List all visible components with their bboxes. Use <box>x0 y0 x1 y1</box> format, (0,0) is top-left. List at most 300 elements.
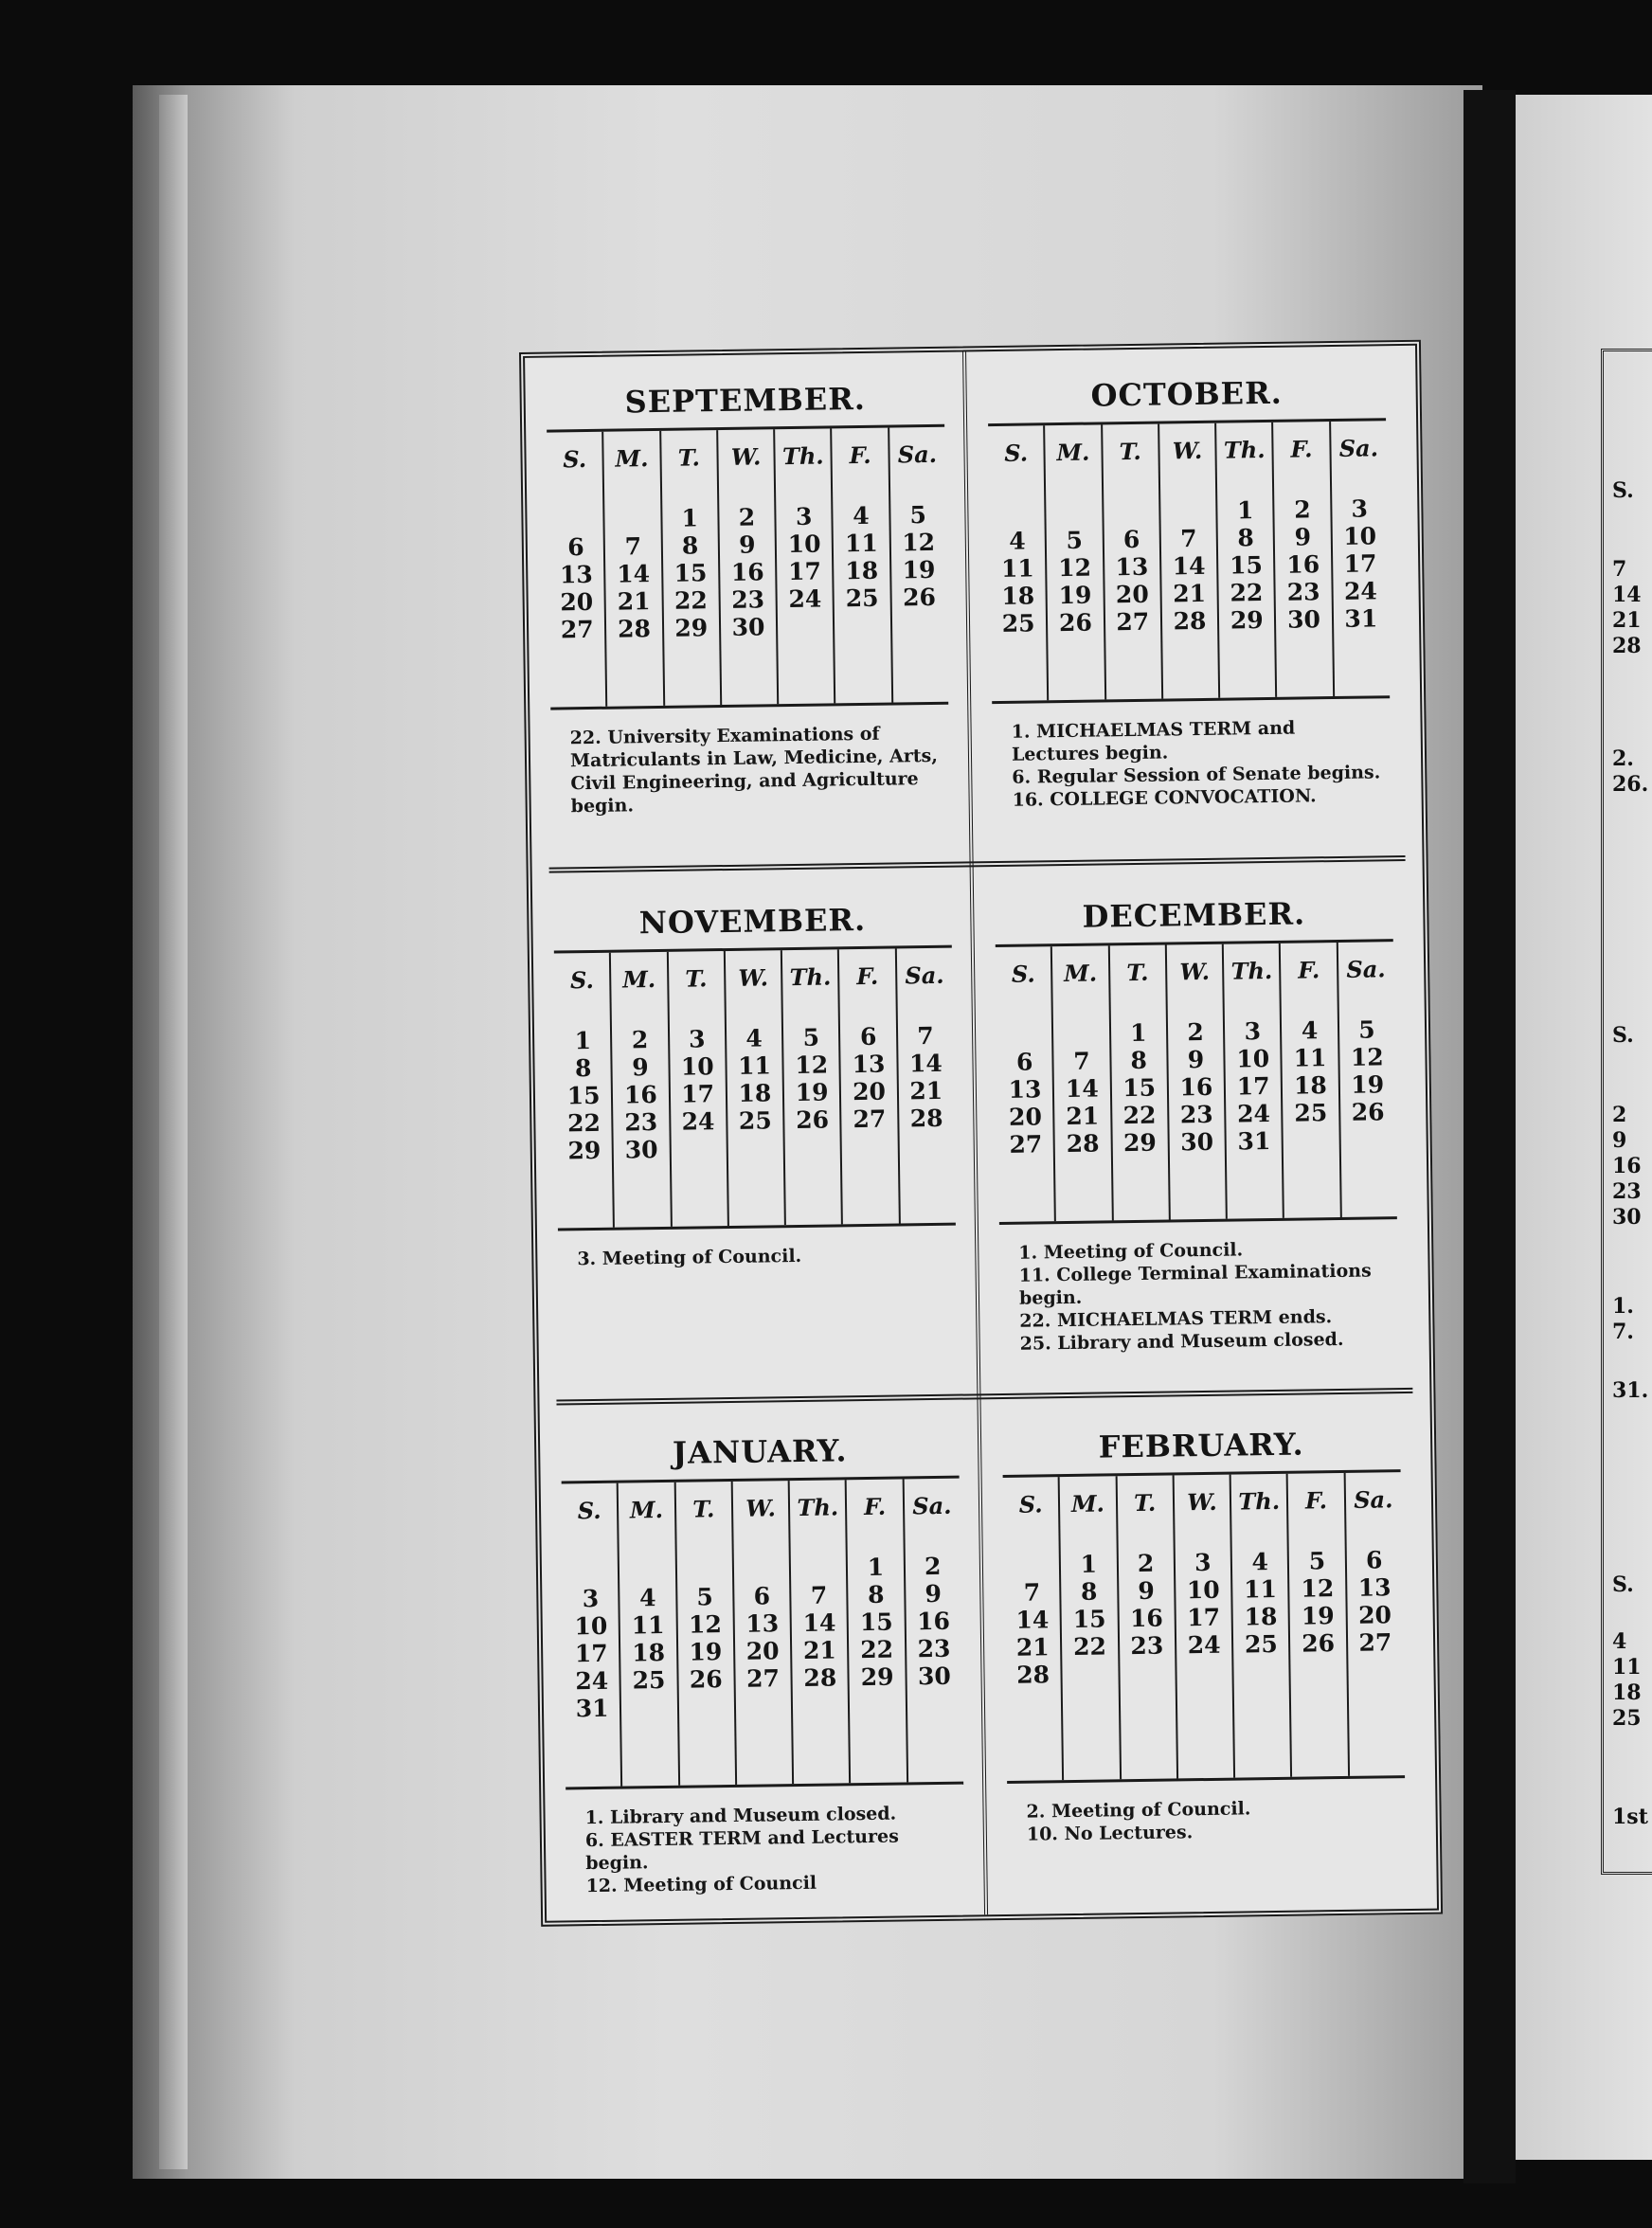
day-number: 30 <box>917 1662 951 1691</box>
day-number: 28 <box>909 1104 943 1133</box>
day-number: 3 <box>1244 1017 1262 1046</box>
day-number: 14 <box>802 1608 836 1637</box>
day-number: 18 <box>1293 1071 1328 1100</box>
day-number: 10 <box>1186 1575 1220 1605</box>
day-number: 9 <box>925 1579 943 1608</box>
right-page-fragment-text: 2 <box>1612 1103 1627 1127</box>
weekday-column <box>554 953 613 1229</box>
right-page-fragment-text: 23 <box>1612 1179 1642 1204</box>
day-number: 5 <box>1308 1547 1326 1575</box>
day-number <box>997 1020 1052 1049</box>
weekday-column <box>895 948 956 1224</box>
calendar-frame <box>519 340 1443 1927</box>
day-number <box>850 1690 906 1718</box>
day-number: 9 <box>1138 1576 1155 1606</box>
day-number: 8 <box>1130 1046 1148 1075</box>
weekday-header: W. <box>1172 436 1203 465</box>
day-number: 4 <box>853 501 870 530</box>
weekday-column <box>788 1480 850 1784</box>
day-number: 4 <box>1009 527 1026 555</box>
month-notes <box>997 1778 1415 1846</box>
note-entry: 1. MICHAELMAS TERM and Lectures begin. <box>1011 717 1296 765</box>
day-number: 11 <box>1293 1044 1327 1072</box>
note-entry: 16. COLLEGE CONVOCATION. <box>1012 785 1317 811</box>
day-number: 3 <box>582 1584 600 1613</box>
day-number: 10 <box>787 530 821 559</box>
day-number: 2 <box>738 503 756 531</box>
month-notes <box>541 705 960 818</box>
day-number: 25 <box>1294 1099 1328 1127</box>
month-title: SEPTEMBER. <box>624 380 867 421</box>
day-number: 22 <box>566 1108 602 1138</box>
day-number <box>605 505 661 533</box>
day-number: 4 <box>745 1024 763 1052</box>
day-number <box>1104 498 1159 527</box>
day-number: 12 <box>1350 1043 1384 1071</box>
day-number: 3 <box>1194 1548 1212 1577</box>
weekday-header: F. <box>1304 1486 1328 1515</box>
day-number: 13 <box>1008 1075 1042 1104</box>
day-number <box>1160 497 1216 526</box>
month-september <box>536 371 959 818</box>
day-number: 25 <box>738 1106 772 1135</box>
month-title: DECEMBER. <box>1082 895 1306 935</box>
day-number: 24 <box>1187 1630 1221 1660</box>
day-number: 22 <box>673 586 708 615</box>
day-number: 27 <box>1358 1628 1392 1657</box>
weekday-header: Th. <box>789 962 832 992</box>
weekday-column <box>716 429 777 705</box>
right-page-fragment-text: 31. <box>1612 1378 1649 1403</box>
day-number: 13 <box>1115 552 1149 582</box>
weekday-column <box>1101 424 1161 700</box>
weekday-column <box>1329 421 1390 696</box>
day-number: 6 <box>1122 525 1140 554</box>
month-december <box>985 886 1409 1356</box>
day-number: 25 <box>845 584 879 613</box>
right-page-fragment-text: 16 <box>1612 1154 1642 1178</box>
weekday-column <box>666 951 727 1227</box>
day-number: 27 <box>745 1664 781 1693</box>
weekday-column <box>837 949 898 1225</box>
day-number: 11 <box>737 1051 772 1080</box>
weekday-header: M. <box>615 444 649 473</box>
day-number: 18 <box>845 556 879 585</box>
day-number: 3 <box>795 502 813 530</box>
day-number: 6 <box>1015 1048 1033 1076</box>
day-number: 18 <box>738 1079 772 1107</box>
day-number: 3 <box>1351 494 1369 523</box>
day-number: 21 <box>1015 1633 1050 1662</box>
day-number: 17 <box>787 557 822 586</box>
day-number: 5 <box>696 1583 713 1611</box>
day-number: 2 <box>1187 1017 1204 1047</box>
day-number: 23 <box>1130 1631 1164 1661</box>
day-number: 15 <box>859 1608 893 1637</box>
day-number <box>835 612 890 640</box>
day-number: 15 <box>1072 1605 1106 1633</box>
day-number: 1 <box>1080 1550 1098 1578</box>
day-number: 13 <box>745 1609 780 1638</box>
day-number: 30 <box>624 1136 658 1164</box>
weekday-header: Th. <box>1230 956 1273 985</box>
day-number: 16 <box>1286 550 1320 579</box>
weekday-column <box>659 430 720 706</box>
weekday-header: F. <box>863 1492 887 1521</box>
weekday-column <box>1043 424 1104 700</box>
day-number: 25 <box>632 1665 666 1695</box>
calendar-grid <box>996 939 1397 1225</box>
month-february <box>993 1416 1415 1846</box>
day-number: 29 <box>674 614 709 642</box>
day-number: 17 <box>1236 1072 1270 1101</box>
day-number <box>1047 498 1103 527</box>
weekday-header: M. <box>1070 1489 1105 1518</box>
weekday-column <box>781 949 841 1225</box>
day-number <box>793 1691 849 1719</box>
weekday-header: S. <box>569 965 595 995</box>
day-number: 31 <box>575 1694 609 1723</box>
day-number: 1 <box>867 1553 885 1581</box>
weekday-column <box>988 425 1047 701</box>
day-number: 19 <box>689 1638 723 1666</box>
day-number: 18 <box>1001 582 1035 610</box>
day-number: 24 <box>681 1107 715 1136</box>
day-number: 30 <box>1180 1127 1214 1157</box>
weekday-column <box>1222 943 1283 1219</box>
weekday-header: Sa. <box>912 1491 952 1520</box>
day-number: 29 <box>1230 606 1264 635</box>
weekday-header: S. <box>563 445 587 474</box>
right-page-fragment-text: 21 <box>1612 608 1642 633</box>
month-title: JANUARY. <box>672 1432 848 1471</box>
note-entry: 25. Library and Museum closed. <box>1019 1328 1344 1355</box>
day-number: 14 <box>1065 1074 1099 1104</box>
weekday-column <box>731 1481 793 1785</box>
day-number: 17 <box>574 1639 608 1668</box>
right-page-fragment-text: 4 <box>1612 1629 1627 1654</box>
weekday-header: F. <box>1290 435 1313 463</box>
day-number <box>907 1690 962 1718</box>
day-number: 6 <box>859 1022 877 1051</box>
day-number: 12 <box>902 528 936 557</box>
day-number: 2 <box>924 1552 942 1581</box>
right-page-fragment-text: 18 <box>1612 1680 1642 1705</box>
day-number: 20 <box>852 1077 887 1106</box>
day-number: 24 <box>1236 1100 1271 1128</box>
weekday-column <box>547 432 605 708</box>
day-number: 22 <box>1230 579 1264 607</box>
calendar-grid <box>1003 1469 1406 1784</box>
weekday-header: Th. <box>1223 436 1266 464</box>
weekday-column <box>1165 944 1226 1220</box>
day-number: 6 <box>753 1582 771 1610</box>
day-number <box>678 1693 734 1721</box>
day-number: 21 <box>1066 1102 1100 1131</box>
day-number: 26 <box>1058 608 1093 638</box>
day-number: 23 <box>624 1108 658 1137</box>
day-number: 1 <box>1129 1018 1147 1048</box>
day-number: 24 <box>575 1666 609 1696</box>
row-divider-1 <box>549 855 1406 873</box>
calendar-grid <box>988 418 1390 704</box>
day-number: 29 <box>1122 1128 1158 1158</box>
day-number: 15 <box>673 559 708 587</box>
note-entry: 12. Meeting of Council <box>585 1872 817 1897</box>
day-number: 21 <box>617 587 651 616</box>
month-notes <box>990 1219 1409 1356</box>
day-number <box>1176 1659 1232 1687</box>
day-number: 3 <box>688 1025 706 1053</box>
weekday-column <box>1115 1475 1176 1779</box>
weekday-column <box>1107 945 1168 1221</box>
day-number: 20 <box>1008 1103 1043 1131</box>
month-notes <box>556 1784 975 1897</box>
day-number: 15 <box>566 1081 601 1110</box>
day-number <box>899 1132 955 1160</box>
day-number: 28 <box>1016 1661 1050 1689</box>
day-number: 16 <box>916 1607 951 1636</box>
weekday-column <box>831 428 891 704</box>
day-number: 4 <box>638 1584 656 1612</box>
day-number: 1 <box>574 1027 592 1055</box>
day-number: 6 <box>567 533 584 562</box>
weekday-header: Sa. <box>897 440 938 469</box>
weekday-column <box>1286 1473 1348 1777</box>
weekday-header: S. <box>1018 1490 1043 1518</box>
day-number: 8 <box>1237 524 1254 552</box>
day-number: 28 <box>803 1663 837 1692</box>
weekday-column <box>845 1479 907 1783</box>
day-number: 9 <box>1187 1045 1205 1074</box>
day-number: 12 <box>1058 553 1092 583</box>
day-number: 14 <box>617 560 651 588</box>
weekday-column <box>1003 1477 1063 1781</box>
weekday-header: F. <box>849 440 871 470</box>
day-number: 2 <box>1137 1549 1155 1578</box>
month-title: FEBRUARY. <box>1098 1426 1304 1465</box>
calendar-grid <box>562 1476 964 1790</box>
day-number: 5 <box>1066 526 1084 554</box>
weekday-column <box>1050 945 1111 1221</box>
weekday-column <box>724 950 784 1226</box>
right-page-fragment-text: 1. <box>1612 1294 1634 1319</box>
day-number: 12 <box>688 1610 723 1639</box>
weekday-header: T. <box>692 1495 715 1523</box>
weekday-column <box>1058 1476 1120 1780</box>
day-number: 8 <box>681 531 699 560</box>
day-number: 9 <box>738 530 756 559</box>
weekday-header: Sa. <box>1346 955 1386 983</box>
weekday-column <box>1158 423 1218 699</box>
day-number: 11 <box>1000 554 1034 583</box>
weekday-header: F. <box>1298 956 1320 984</box>
note-entry: 1. Library and Museum closed. <box>584 1803 897 1829</box>
day-number: 20 <box>1115 580 1149 609</box>
day-number: 7 <box>1023 1578 1041 1607</box>
note-entry: 1. Meeting of Council. <box>1018 1239 1244 1264</box>
month-january <box>551 1422 975 1897</box>
weekday-header: Th. <box>797 1493 839 1522</box>
day-number: 7 <box>810 1581 828 1609</box>
day-number: 8 <box>574 1054 592 1083</box>
day-number: 11 <box>631 1610 665 1640</box>
day-number: 10 <box>1343 522 1377 550</box>
day-number: 19 <box>902 555 936 584</box>
day-number <box>1348 1656 1404 1684</box>
day-number: 27 <box>853 1105 887 1134</box>
month-title: OCTOBER. <box>1090 374 1284 414</box>
weekday-column <box>902 1479 963 1783</box>
weekday-column <box>617 1482 678 1787</box>
note-entry: 6. EASTER TERM and Lectures begin. <box>584 1825 899 1875</box>
weekday-header: W. <box>730 442 762 471</box>
right-page-fragment-text: 7 <box>1612 557 1627 582</box>
weekday-column <box>602 431 662 707</box>
day-number: 21 <box>1173 579 1207 608</box>
right-page-fragment-text: 9 <box>1612 1128 1627 1153</box>
book-gutter <box>1463 90 1516 2183</box>
weekday-header: Sa. <box>1338 434 1379 462</box>
day-number: 4 <box>1301 1016 1319 1045</box>
right-page-fragment-text: 14 <box>1612 583 1642 607</box>
day-number: 7 <box>1073 1047 1090 1075</box>
day-number: 19 <box>1351 1070 1385 1099</box>
note-entry: 6. Regular Session of Senate begins. <box>1012 762 1381 788</box>
month-october <box>978 365 1400 812</box>
day-number <box>727 1134 783 1162</box>
day-number: 10 <box>574 1611 608 1641</box>
day-number: 23 <box>917 1634 951 1663</box>
day-number: 19 <box>1058 581 1092 610</box>
day-number: 10 <box>680 1052 714 1081</box>
day-number: 26 <box>1302 1629 1336 1658</box>
day-number: 1 <box>1236 496 1254 525</box>
day-number: 8 <box>1080 1577 1098 1606</box>
day-number: 27 <box>1116 607 1150 637</box>
day-number: 29 <box>567 1136 602 1165</box>
day-number <box>1233 1658 1289 1686</box>
right-page-fragment-text: 2. <box>1612 746 1634 771</box>
day-number: 26 <box>796 1105 830 1134</box>
month-notes <box>548 1226 966 1271</box>
day-number: 5 <box>802 1023 820 1051</box>
day-number: 31 <box>1344 604 1378 633</box>
month-november <box>544 892 965 1271</box>
day-number: 30 <box>731 613 765 641</box>
day-number: 16 <box>1179 1072 1213 1102</box>
weekday-column <box>1343 1472 1405 1776</box>
day-number: 6 <box>1365 1546 1383 1574</box>
day-number: 13 <box>559 560 594 589</box>
right-page-fragment-text: 11 <box>1612 1655 1642 1680</box>
day-number: 19 <box>795 1078 829 1107</box>
weekday-header: Th. <box>781 441 824 471</box>
note-entry: 3. Meeting of Council. <box>577 1245 802 1270</box>
weekday-column <box>773 428 834 704</box>
weekday-column <box>609 952 670 1228</box>
day-number <box>892 611 948 639</box>
weekday-header: T. <box>1126 958 1149 987</box>
page-edge <box>159 95 188 2169</box>
weekday-column <box>673 1482 735 1786</box>
day-number: 2 <box>1294 495 1311 524</box>
weekday-column <box>1214 422 1275 698</box>
day-number: 16 <box>730 558 764 586</box>
day-number: 26 <box>1351 1098 1385 1126</box>
day-number: 14 <box>908 1049 943 1078</box>
weekday-header: M. <box>1056 438 1090 467</box>
row-divider-2 <box>556 1388 1412 1406</box>
day-number: 12 <box>795 1051 829 1080</box>
weekday-column <box>1336 942 1396 1217</box>
day-number: 9 <box>1294 523 1312 551</box>
month-notes <box>982 698 1401 812</box>
day-number: 21 <box>802 1636 837 1664</box>
weekday-header: T. <box>677 443 701 472</box>
weekday-header: W. <box>1179 957 1211 986</box>
day-number: 7 <box>917 1021 934 1051</box>
day-number <box>620 1556 675 1585</box>
note-entry: 22. University Examinations of Matriculants in Law, Medicine, Arts, Civil Engineering, and Agriculture begin. <box>569 723 939 818</box>
right-page-fragment-text: 1st <box>1612 1805 1648 1829</box>
day-number: 20 <box>745 1637 780 1665</box>
day-number <box>989 499 1045 528</box>
day-number: 24 <box>788 584 822 614</box>
day-number <box>736 1692 792 1720</box>
day-number: 22 <box>1072 1632 1107 1661</box>
day-number <box>734 1554 790 1583</box>
day-number <box>676 1555 732 1584</box>
day-number: 18 <box>631 1638 666 1667</box>
day-number: 19 <box>1301 1602 1335 1630</box>
weekday-header: W. <box>1187 1487 1217 1517</box>
weekday-column <box>1279 943 1339 1218</box>
day-number: 13 <box>852 1050 886 1079</box>
day-number: 17 <box>1187 1603 1221 1632</box>
day-number <box>1004 1551 1060 1579</box>
day-number <box>1120 1659 1176 1687</box>
day-number: 18 <box>1244 1602 1278 1631</box>
day-number <box>785 1133 841 1161</box>
day-number <box>778 612 834 640</box>
weekday-header: F. <box>856 961 879 991</box>
day-number: 9 <box>632 1053 649 1082</box>
day-number: 12 <box>1301 1574 1335 1603</box>
day-number: 16 <box>623 1081 657 1109</box>
weekday-header: M. <box>1063 959 1098 988</box>
day-number: 31 <box>1237 1127 1271 1156</box>
day-number: 23 <box>731 585 765 614</box>
weekday-column <box>1272 422 1333 697</box>
day-number: 21 <box>909 1076 943 1105</box>
day-number: 15 <box>1229 551 1264 580</box>
day-number: 26 <box>902 583 937 612</box>
day-number: 28 <box>1066 1129 1100 1159</box>
day-number: 10 <box>1236 1045 1270 1073</box>
weekday-header: W. <box>738 963 769 992</box>
right-page-fragment-text: 25 <box>1612 1706 1642 1731</box>
day-number: 14 <box>1172 551 1206 581</box>
weekday-header: M. <box>629 1495 664 1524</box>
weekday-header: S. <box>1011 960 1035 988</box>
right-page-fragment-text: 26. <box>1612 772 1649 797</box>
day-number <box>671 1135 727 1163</box>
day-number: 1 <box>681 504 699 532</box>
day-number: 13 <box>1357 1573 1392 1602</box>
day-number <box>1291 1657 1347 1685</box>
right-page-fragment-text: 30 <box>1612 1205 1642 1230</box>
